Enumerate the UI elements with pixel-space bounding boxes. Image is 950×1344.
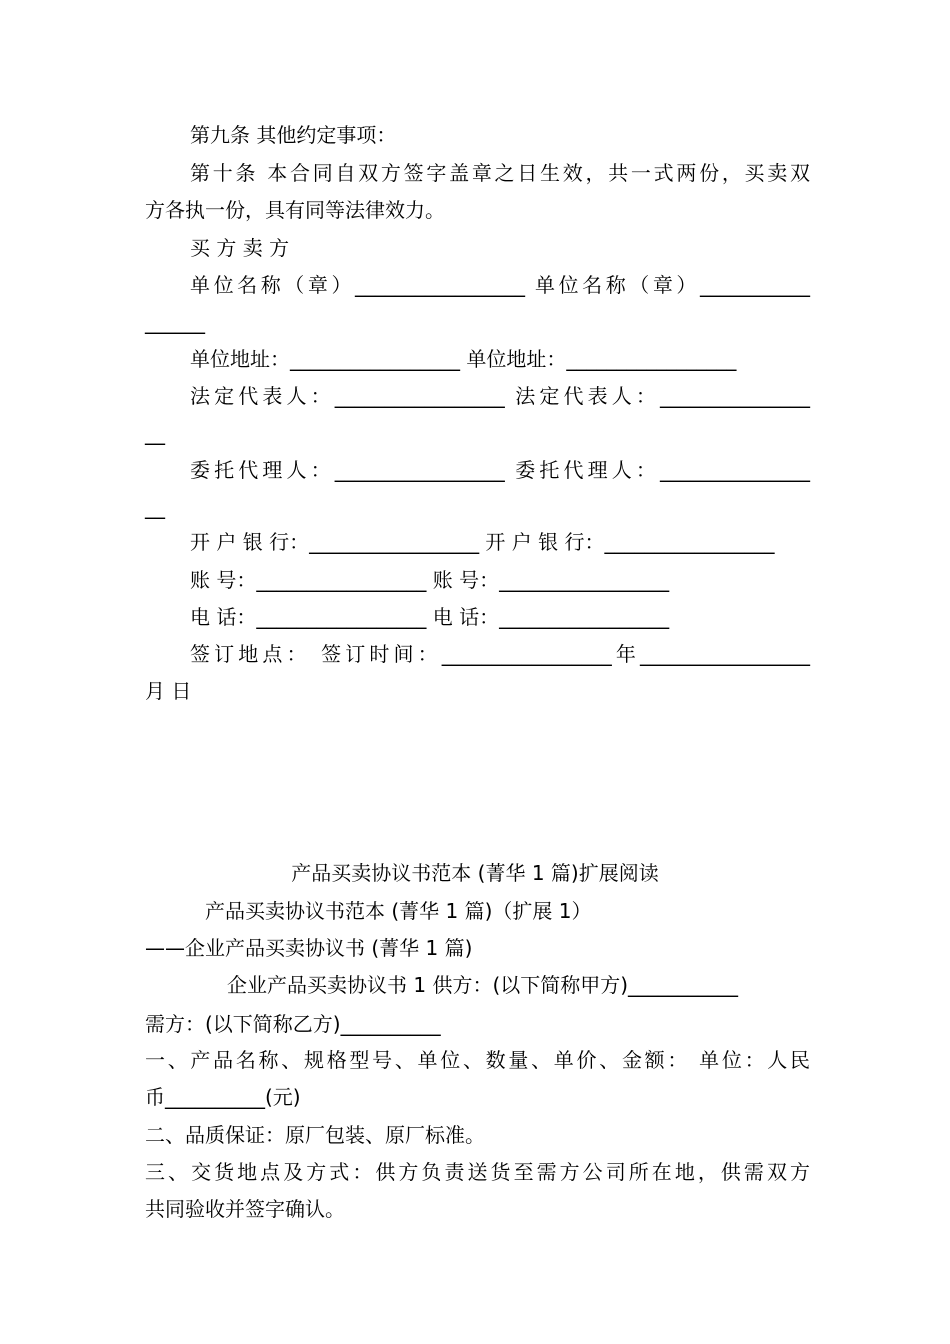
agent-line: 委托代理人：_________________ 委托代理人：_______________ bbox=[190, 458, 810, 482]
article-10-line2: 方各执一份，具有同等法律效力。 bbox=[145, 198, 445, 222]
account-line: 账 号：_________________ 账 号：_________________ bbox=[190, 568, 670, 592]
bank-line: 开 户 银 行：_________________ 开 户 银 行：_________________ bbox=[190, 530, 775, 554]
phone-line: 电 话：_________________ 电 话：_________________ bbox=[190, 605, 670, 629]
legal-representative-line: 法定代表人：_________________ 法定代表人：_______________ bbox=[190, 384, 810, 408]
extended-reading-heading: 产品买卖协议书范本 (菁华 1 篇)扩展阅读 bbox=[291, 861, 659, 885]
item-1-line2: 币__________(元) bbox=[145, 1085, 301, 1109]
unit-name-line: 单位名称（章）_________________ 单位名称（章）___________ bbox=[190, 273, 810, 297]
sign-place-time-line: 签订地点： 签订时间：_________________年_________________ bbox=[190, 642, 810, 666]
parties-heading: 买 方 卖 方 bbox=[190, 236, 290, 260]
supplier-line: 企业产品买卖协议书 1 供方：(以下简称甲方)___________ bbox=[227, 973, 739, 997]
agent-continuation: __ bbox=[145, 495, 165, 519]
item-1-line1: 一、产品名称、规格型号、单位、数量、单价、金额： 单位：人民 bbox=[145, 1048, 810, 1072]
article-9: 第九条 其他约定事项： bbox=[190, 123, 397, 147]
item-3-line1: 三、交货地点及方式：供方负责送货至需方公司所在地，供需双方 bbox=[145, 1160, 810, 1184]
unit-address-line: 单位地址：_________________ 单位地址：_________________ bbox=[190, 347, 737, 371]
unit-name-continuation: ______ bbox=[145, 310, 205, 334]
item-3-line2: 共同验收并签字确认。 bbox=[145, 1197, 345, 1221]
dash-title: ——企业产品买卖协议书 (菁华 1 篇) bbox=[145, 936, 473, 960]
buyer-line: 需方：(以下简称乙方)__________ bbox=[145, 1012, 441, 1036]
article-10-line1: 第十条 本合同自双方签字盖章之日生效，共一式两份，买卖双 bbox=[190, 161, 810, 185]
legal-representative-continuation: __ bbox=[145, 421, 165, 445]
extended-subheading: 产品买卖协议书范本 (菁华 1 篇)（扩展 1） bbox=[205, 899, 592, 923]
item-2: 二、品质保证：原厂包装、原厂标准。 bbox=[145, 1123, 485, 1147]
sign-date-continuation: 月 日 bbox=[145, 679, 192, 703]
